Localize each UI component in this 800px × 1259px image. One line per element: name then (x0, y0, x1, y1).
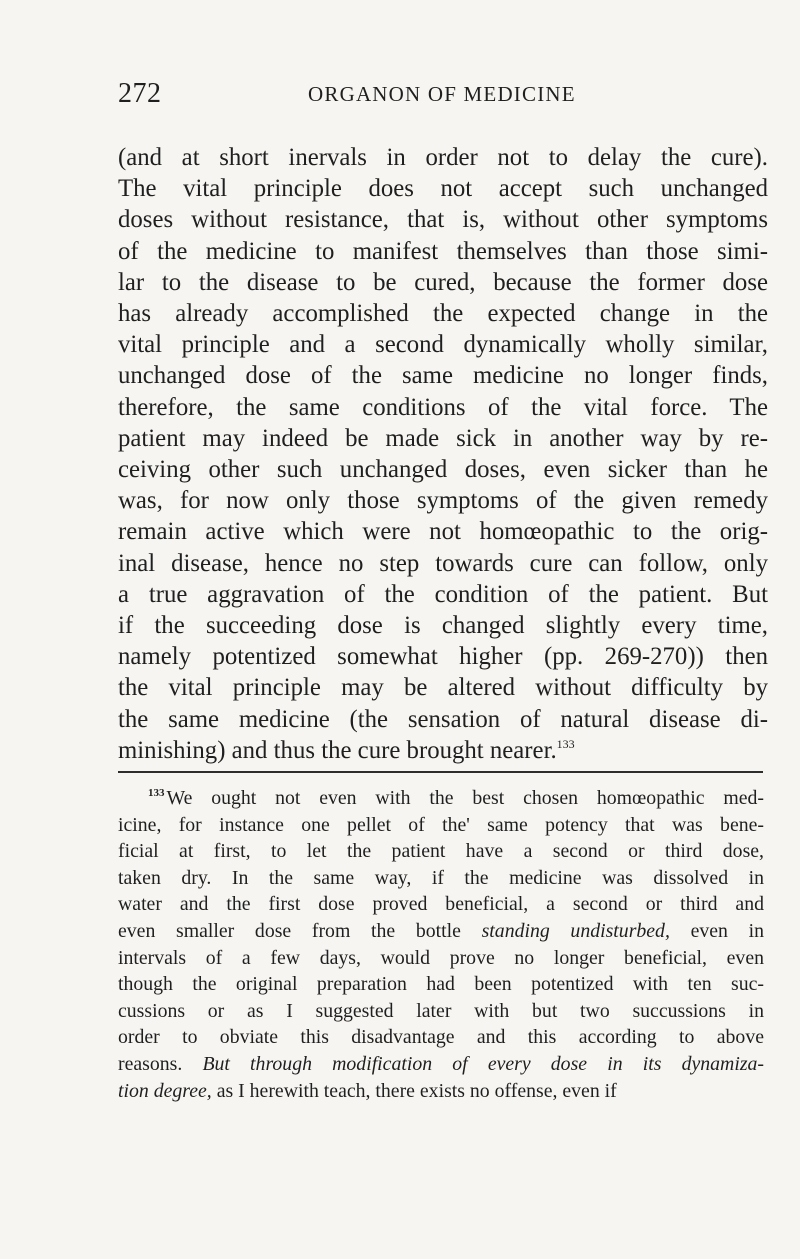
footnote-line: icine, for instance one pellet of the' same potency that was bene- (118, 813, 764, 836)
footnote-line: intervals of a few days, would prove no longer beneficial, even (118, 946, 764, 969)
footnote-line: taken dry. In the same way, if the medicine was dissolved in (118, 866, 764, 889)
footnote-line: ficial at first, to let the patient have a second or third dose, (118, 840, 764, 863)
body-line: therefore, the same conditions of the vital force. The (118, 393, 768, 421)
body-line: a true aggravation of the condition of the patient. But (118, 580, 768, 608)
footnote-divider (118, 771, 763, 773)
footnote-line: though the original preparation had been potentized with ten suc- (118, 973, 764, 996)
body-line: patient may indeed be made sick in another way by re- (118, 424, 768, 452)
body-line: has already accomplished the expected change in the (118, 300, 768, 328)
page-number: 272 (118, 78, 162, 109)
footnote-text: as I herewith teach, there exists no offense, even if (211, 1079, 617, 1102)
footnote-text: reasons. (118, 1052, 203, 1075)
footnote-text: even in (669, 919, 765, 942)
footnote-line (118, 785, 764, 812)
body-line: lar to the disease to be cured, because the former dose (118, 268, 768, 296)
body-line: The vital principle does not accept such unchanged (118, 175, 768, 203)
footnote-emphasis: tion degree, (118, 1079, 212, 1102)
body-line: namely potentized somewhat higher (pp. 269-270)) then (118, 643, 768, 671)
footnote-line: order to obviate this disadvantage and this according to above (118, 1026, 764, 1049)
body-line: was, for now only those symptoms of the given remedy (118, 487, 768, 515)
footnote-line-last (118, 1078, 764, 1105)
footnote-reference[interactable]: 133 (556, 736, 575, 751)
body-line: remain active which were not homœopathic to the orig- (118, 518, 768, 546)
footnote (118, 785, 764, 1104)
footnote-line: cussions or as I suggested later with but two succussions in (118, 999, 764, 1022)
body-line: unchanged dose of the same medicine no longer finds, (118, 362, 768, 390)
body-line: ceiving other such unchanged doses, even sicker than he (118, 456, 768, 484)
body-line: doses without resistance, that is, without other symptoms (118, 206, 768, 234)
body-line: (and at short inervals in order not to delay the cure). (118, 144, 768, 171)
body-line: the same medicine (the sensation of natural disease di- (118, 705, 768, 733)
body-line: the vital principle may be altered without difficulty by (118, 674, 768, 702)
page-header (118, 78, 638, 110)
body-line: if the succeeding dose is changed slightly every time, (118, 612, 768, 640)
footnote-text: even smaller dose from the bottle (118, 919, 482, 942)
footnote-line (118, 1051, 764, 1078)
body-line: vital principle and a second dynamically wholly similar, (118, 331, 768, 359)
footnote-line: water and the first dose proved beneficial, a second or third and (118, 893, 764, 916)
footnote-marker: 133 (148, 787, 165, 799)
main-text (118, 142, 768, 766)
body-line-last (118, 735, 768, 766)
footnote-text: We ought not even with the best chosen homœopathic med- (166, 787, 764, 809)
footnote-line (118, 918, 764, 945)
body-line: inal disease, hence no step towards cure can follow, only (118, 549, 768, 577)
footnote-emphasis: But through modification of every dose in its dynamiza- (202, 1052, 764, 1075)
body-line: of the medicine to manifest themselves than those simi- (118, 237, 768, 265)
body-line-text: minishing) and thus the cure brought nearer. (118, 736, 557, 764)
running-head: ORGANON OF MEDICINE (308, 82, 576, 106)
footnote-emphasis: standing undisturbed, (481, 919, 670, 942)
